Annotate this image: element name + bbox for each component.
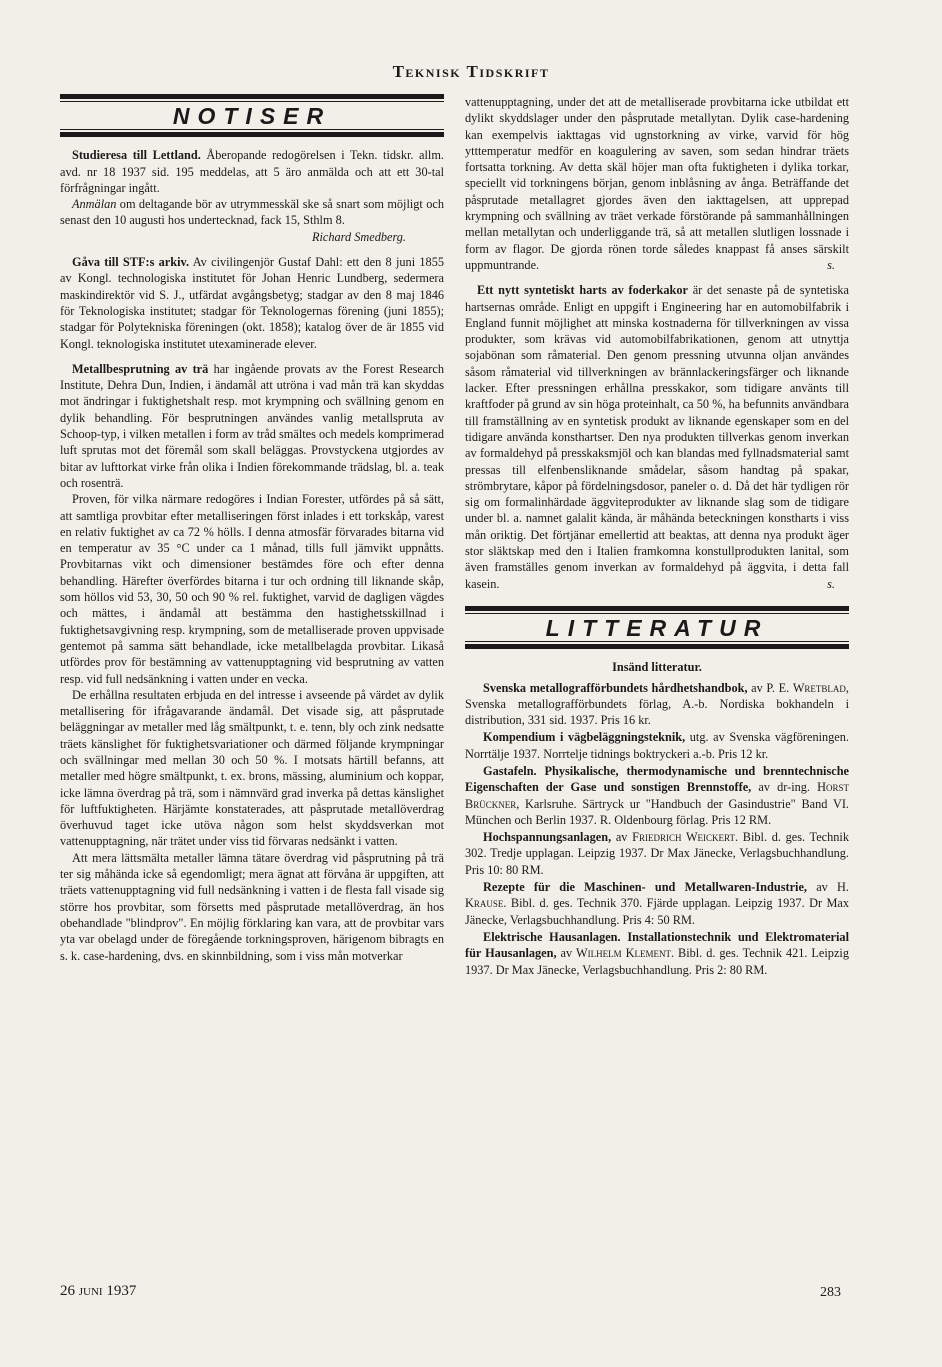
notice-heading: Gåva till STF:s arkiv. [72, 255, 190, 270]
literature-text: . Bibl. d. ges. Technik 421. Leipzig 1937. Dr Max Jänecke, Verlagsbuchhandlung. Pris 2: 80 RM. [465, 946, 849, 977]
literature-subheading: Insänd litteratur. [612, 660, 702, 675]
notice-metallbesprutning [60, 361, 444, 964]
notiser-banner [60, 94, 444, 137]
notiser-heading: NOTISER [172, 103, 332, 129]
banner-rule-bottom-thin [465, 641, 849, 642]
literature-title: Kompendium i vägbeläggningsteknik, [483, 730, 686, 745]
notice-signature: s. [827, 576, 835, 591]
page-number: 283 [820, 1285, 841, 1300]
literature-list [465, 680, 849, 978]
literature-text: av [556, 946, 577, 961]
continuation-text: vattenupptagning, under det att de metalliserade provbitarna icke utbildat ett dylikt skyddslager under den påsprutade metallytan. Dylik case-hardening kan exempelvis iakttagas vid ugnstorkning av virke, varvid för hög ytttemperatur medför en koagulering av saven, som sedan hindrar träets fortsatta torkning. Av detta skäl höjer man ofta fuktigheten i dylika torkar, speciellt vid torkningens början, genom inblåsning av ånga. Beträffande det påsprutade metallagret gjordes även den iakttagelsen, att upprepad krympning och svällning av träet verkade förstörande på sammanhållningen mellan metallytan och underliggande trä, så att metallen slutligen lossnade i form av flagor. De gjorda rönen torde således knappast få anses särskilt uppmuntrande. [465, 95, 849, 272]
literature-text: av H. [807, 880, 849, 895]
literature-title: Gastafeln. Physikalische, thermodynamische und brenntechnische Eigenschaften der Gase und sonstigen Brennstoffe, [465, 763, 849, 795]
footer-date: 26 juni 1937 [60, 1283, 137, 1299]
banner-rule-top [465, 606, 849, 611]
literature-text: av [611, 830, 633, 845]
notice-emphasis: Anmälan [72, 197, 117, 212]
literature-item [465, 763, 849, 828]
literature-author: Horst Brückner [465, 780, 849, 811]
notice-paragraph: Att mera lättsmälta metaller lämna tätare överdrag vid påsprutning på trä ter sig måhända icke så egendomligt; mera ägnat att förvåna är uppgiften, att träets vattenupptagning vid full nedsänkning i vatten i de flesta fall visade sig större hos provbitar, som försetts med påsprutade metallöverdrag, än hos obehandlade "blindprov". En möjlig förklaring kan vara, att de provbitar vars yta var obelagd under de föregående torkningsproven, härigenom bibragts en s. k. case-hardening, dvs. en skinnbildning, som i viss mån motverkar [60, 850, 444, 963]
banner-bottom [60, 129, 444, 137]
literature-text: av dr-ing. [751, 780, 818, 795]
literature-text: . Bibl. d. ges. Technik 302. Tredje upplagan. Leipzig 1937. Dr Max Jänecke, Verlagsbuchhandlung. Pris 10: 80 RM. [465, 830, 849, 877]
notice-paragraph: De erhållna resultaten erbjuda en del intresse i avseende på värdet av dylik metallisering för ifrågavarande ändamål. Det visade sig, att påsprutade beläggningar av metaller med låg smältpunkt, t. e. tenn, bly och zink nedsatte träets känslighet för fuktighetsvariationer och därmed följande krympningar och svällningar med mellan 30 och 50 %. I motsats härtill befanns, att metaller med högre smältpunkt, t. ex. brons, mässing, aluminium och koppar, icke lämna överdrag på trä, som i nämnvärd grad inverka på dettas känslighet för luftfuktigheten. Härjämte konstaterades, att påsprutade metallöverdrag överhuvud taget icke utöva någon som helst skyddsverkan mot vattenupptagning, när trätet under viss tid förvaras nedsänkt i vatten. [60, 687, 444, 849]
notice-heading: Metallbesprutning av trä [72, 361, 209, 376]
literature-item [465, 680, 849, 729]
literature-title: Hochspannungsanlagen, [483, 830, 612, 845]
literature-author: Friedrich Weickert [632, 830, 736, 845]
literature-title: Svenska metallografförbundets hårdhetshandbok, [483, 680, 748, 695]
litteratur-banner [465, 606, 849, 649]
notice-signature: Richard Smedberg. [311, 229, 406, 244]
literature-title: Rezepte für die Maschinen- und Metallwaren-Industrie, [483, 880, 807, 895]
notice-harts [465, 282, 849, 592]
literature-author: Wretblad [792, 680, 846, 695]
banner-rule-bottom [60, 132, 444, 137]
literature-item [465, 929, 849, 978]
notice-studieresa [60, 147, 444, 245]
literature-item [465, 729, 849, 762]
notice-heading: Studieresa till Lettland. [72, 148, 201, 163]
section-spacer [465, 592, 849, 606]
literature-item [465, 829, 849, 878]
notice-continuation [465, 94, 849, 273]
banner-rule-bottom [465, 644, 849, 649]
literature-item [465, 879, 849, 928]
continuation-signature: s. [827, 257, 835, 272]
notice-text: Åberopande redogörelsen i Tekn. tidskr. allm. avd. nr 18 1937 sid. 195 meddelas, att 5 äro anmälda och att ett 30-tal förfrågningar ingått. [60, 148, 444, 195]
notice-text: Av civilingenjör Gustaf Dahl: ett den 8 juni 1855 av Kongl. technologiska institutet för Johan Henric Lundberg, sedermera maskindirektör vid S. J., utfärdat avgångsbetyg; stadgar av den 8 maj 1846 för Teknologiska institutet; stadgar för Teknologernas förening (juni 1855); stadgar för Polytekniska föreningen (okt. 1858); katalog över de är 1855 vid Kongl. teknologiska institutet utexaminerade elever. [60, 255, 444, 351]
literature-text: , Svenska metallografförbundets förlag, A.-b. Nordiska bokhandeln i distribution, 331 sid. 1937. Pris 16 kr. [465, 680, 849, 728]
literature-text: , Karlsruhe. Särtryck ur "Handbuch der Gasindustrie" Band VI. München och Berlin 1937. R. Oldenbourg förlag. Pris 12 RM. [465, 796, 849, 827]
literature-text: . Bibl. d. ges. Technik 370. Fjärde upplagan. Leipzig 1937. Dr Max Jänecke, Verlagsbuchhandlung. Pris 4: 50 RM. [465, 896, 849, 927]
notice-text: om deltagande bör av utrymmesskäl ske så snart som möjligt och senast den 10 augusti hos undertecknad, fack 15, Sthlm 8. [60, 197, 444, 228]
banner-bottom [465, 641, 849, 649]
notice-gava [60, 254, 444, 352]
journal-title: Teknisk Tidskrift [392, 62, 550, 81]
literature-text: av P. E. [747, 680, 793, 695]
notice-paragraph: Proven, för vilka närmare redogöres i Indian Forester, utfördes på så sätt, att samtliga provbitar efter metalliseringen först inlades i ett torkskåp, varest en relativ fuktighet av ca 72 % hölls. I denna atmosfär förvarades bitarna vid en temperatur av 35 °C under ca 1 månad, tills full jämvikt uppnåtts. Provbitarnas vikt och dimensioner bestämdes före och efter denna behandling. Härefter överfördes bitarna i tur och ordning till liknande skåp, som höllos vid 53, 30, 50 och 90 % rel. fuktighet, varvid de dagligen vägdes och mättes, i ändamål att bestämma den hastighetsskillnad i fuktighetsavgivning resp. krympning, som de metalliserade proven uppvisade gentemot på samma sätt behandlade, icke metallbelagda provbitar. Likaså utfördes prov för bestämning av vattenupptagning vid besprutning av vatten resp. vid full nedsänkning i vatten under en vecka. [60, 492, 444, 686]
banner-rule-bottom-thin [60, 129, 444, 130]
notice-text: är det senaste på de syntetiska hartsernas område. Enligt en uppgift i Engineering har en automobilfabrik i England funnit möjlighet att minska kostnaderna för tillverkningen av vissa produkter, som krävas vid automobilfabrikationen, genom att utnyttja sojabönan som råmaterial. Den genom pressning utvunna oljan användes såsom råmaterial vid tillverkningen av brännlackeringsfärger och liknande lacker. Efter pressningen erhållna presskakor, som tidigare använts till kraftfoder på grund av sin höga proteinhalt, ca 50 %, ha befunnits användbara till framställning av en syntetisk produkt av liknande egenskaper som en del tidigare använda konsthartser. Den nya produkten tillverkas genom inverkan av formaldehyd på presskaksmjöl och kan blandas med fyllnadsmaterial samt pressas till elfenbensliknande smådelar, såsom handtag på spakar, strömbrytare, kåpor på fördelningsdosor, paneler o. d. Då det här tydligen rör sig om formalinhärdade äggviteprodukter av liknande slag som de tidigare under bl. a. namnet galalit kända, är måhända beteckningen konstharts i viss mån oriktig. Det förtjänar emellertid att beaktas, att denna nya produkt äger stor släktskap med den i Italien framkomna konstullprodukten lanital, som även framställes genom inverkan av formaldehyd på äggvita, i detta fall kasein. [465, 283, 849, 591]
notice-heading: Ett nytt syntetiskt harts av foderkakor [477, 283, 688, 298]
banner-rule-top [60, 94, 444, 99]
litteratur-heading: LITTERATUR [545, 614, 769, 641]
literature-text: utg. av Svenska vägföreningen. Norrtälje 1937. Norrtelje tidnings boktryckeri a.-b. Pris 12 kr. [465, 730, 849, 761]
literature-title: Elektrische Hausanlagen. Installationstechnik und Elektromaterial für Hausanlagen, [465, 929, 849, 961]
right-column [465, 94, 849, 979]
left-column [60, 94, 444, 964]
literature-author: Krause [465, 896, 504, 911]
notice-text: har ingående provats av the Forest Research Institute, Dehra Dun, Indien, i ändamål att utröna i vad mån trä kan skyddas mot ändringar i fuktighetshalt resp. mot krympning och svällning genom en dylik behandling. För besprutningen användes vanlig metallspruta av Schoop-typ, i vilken metallen i form av tråd smältes och medels komprimerad luft sprutas mot det föremål som skall beläggas. Provstyckena utgjordes av bitar av lufttorkat virke från olika i Indien förekommande trädslag, bl. a. teak och rosenträ. [60, 361, 445, 490]
literature-author: Wilhelm Klement [576, 946, 671, 961]
